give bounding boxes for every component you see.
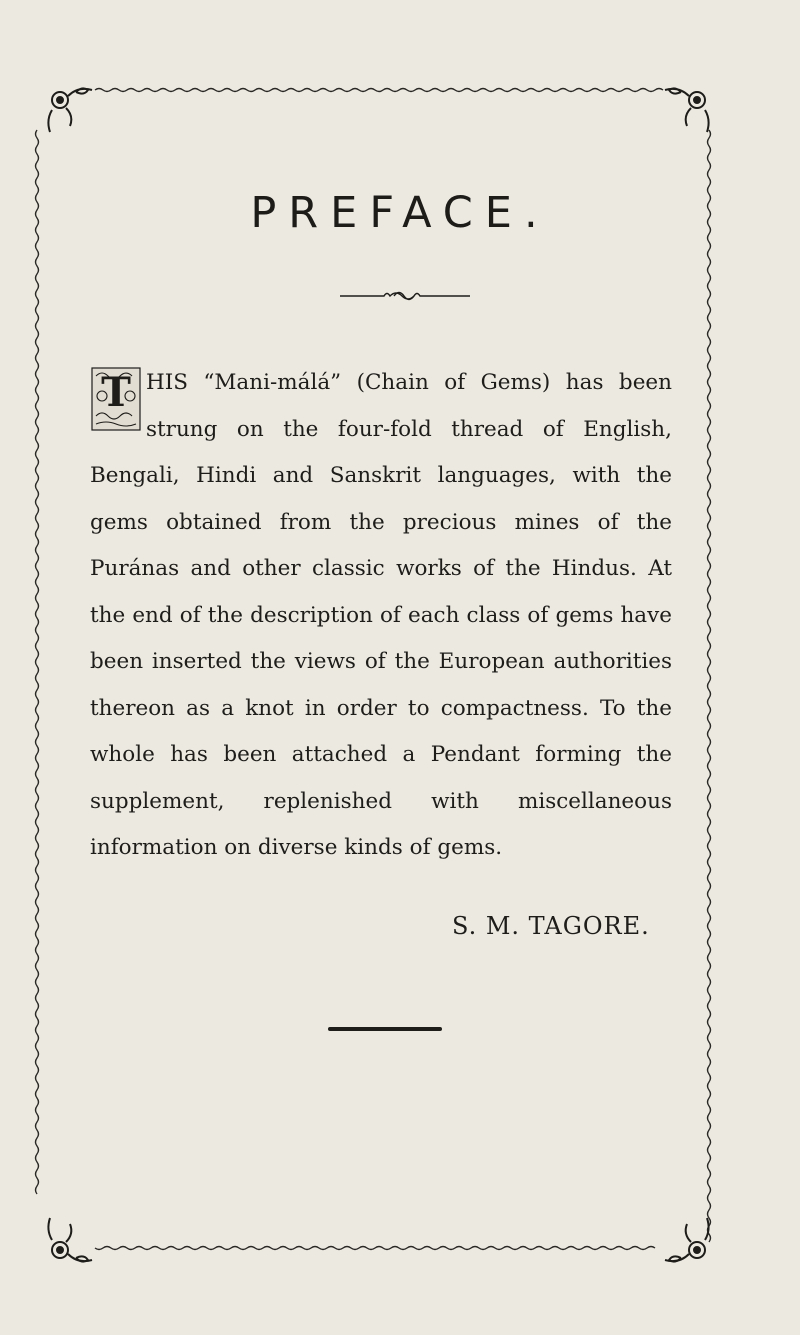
author-signature: S. M. TAGORE. [452, 912, 650, 940]
dropcap-letter: T [101, 369, 131, 416]
corner-flourish-top-left [48, 88, 92, 132]
corner-flourish-bottom-right [665, 1218, 709, 1262]
page-title: PREFACE. [250, 188, 550, 238]
end-rule [328, 1027, 442, 1031]
dropcap-ornament [90, 366, 142, 432]
corner-flourish-bottom-left [48, 1218, 92, 1262]
preface-text [90, 360, 672, 872]
preface-paragraph: HIS “Mani-málá” (Chain of Gems) has been strung on the four-fold thread of English, Bengali, Hindi and Sanskrit languages, with the gems obtained from the precious mines of the Puránas and other classic works of the Hindus. At the end of the description of each class of gems have been inserted the views of the European authorities thereon as a knot in order to compactness. To the whole has been attached a Pendant forming the supplement, replenished with miscellaneous information on diverse kinds of gems. [90, 370, 672, 860]
border-bottom [95, 1247, 655, 1250]
corner-flourish-top-right [665, 88, 709, 132]
title-ornament [340, 288, 470, 304]
border-right [708, 130, 711, 1242]
border-left [36, 130, 39, 1194]
border-top [95, 89, 663, 92]
